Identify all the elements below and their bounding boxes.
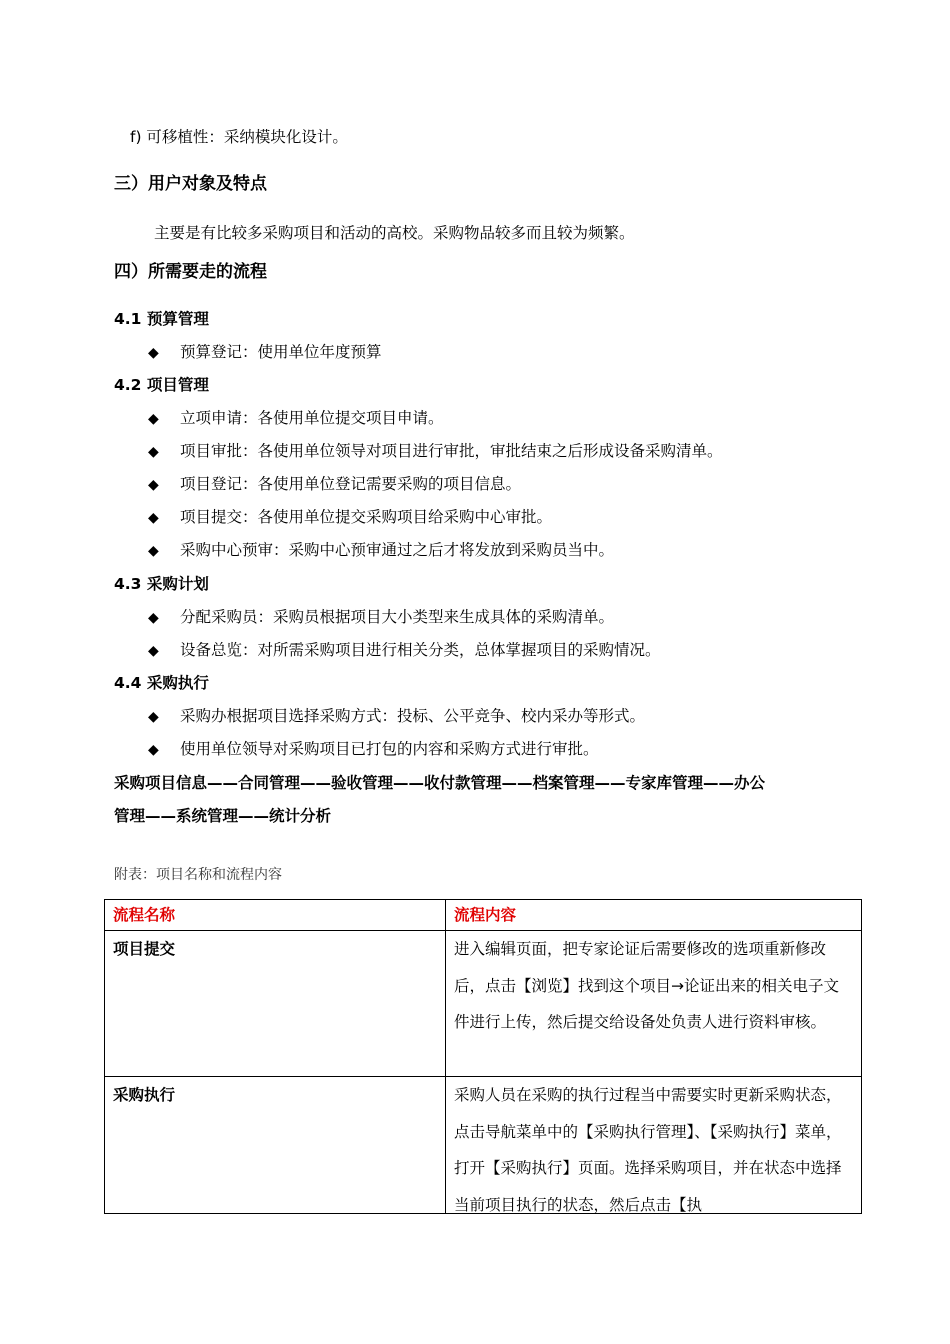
diamond-bullet-icon: ◆ [148,345,159,361]
section-3-body: 主要是有比较多采购项目和活动的高校。采购物品较多而且较为频繁。 [154,224,635,242]
process-name-cell: 采购执行 [105,1077,446,1214]
list-item: ◆ 预算登记：使用单位年度预算 [148,343,382,361]
subsection-4-1-heading: 4.1 预算管理 [114,310,209,328]
section-4-heading: 四）所需要走的流程 [114,262,267,282]
process-content-text: 采购人员在采购的执行过程当中需要实时更新采购状态，点击导航菜单中的【采购执行管理】、【采购执行】菜单，打开【采购执行】页面。选择采购项目，并在状态中选择当前项目执行的状态，然后点击【执 [454,1086,842,1213]
list-item: ◆ 采购办根据项目选择采购方式：投标、公平竞争、校内采办等形式。 [148,707,646,725]
list-item: ◆ 项目提交：各使用单位提交采购项目给采购中心审批。 [148,508,553,526]
list-item: ◆ 立项申请：各使用单位提交项目申请。 [148,409,444,427]
diamond-bullet-icon: ◆ [148,477,159,493]
subsection-4-2-heading: 4.2 项目管理 [114,376,209,394]
process-flow-line-1: 采购项目信息——合同管理——验收管理——收付款管理——档案管理——专家库管理——办公 [114,774,766,792]
diamond-bullet-icon: ◆ [148,543,159,559]
diamond-bullet-icon: ◆ [148,709,159,725]
subsection-4-3-heading: 4.3 采购计划 [114,575,209,593]
list-item: ◆ 项目登记：各使用单位登记需要采购的项目信息。 [148,475,522,493]
column-header-process-content: 流程内容 [446,900,862,931]
list-item: ◆ 采购中心预审：采购中心预审通过之后才将发放到采购员当中。 [148,541,615,559]
diamond-bullet-icon: ◆ [148,610,159,626]
table-caption: 附表：项目名称和流程内容 [114,867,282,883]
diamond-bullet-icon: ◆ [148,444,159,460]
process-name-cell: 项目提交 [105,931,446,1077]
table-row [105,1077,862,1214]
list-item: ◆ 分配采购员：采购员根据项目大小类型来生成具体的采购清单。 [148,608,615,626]
table-row [105,931,862,1077]
diamond-bullet-icon: ◆ [148,411,159,427]
column-header-process-name: 流程名称 [105,900,446,931]
table-header-row [105,900,862,931]
list-item: ◆ 设备总览：对所需采购项目进行相关分类，总体掌握项目的采购情况。 [148,641,661,659]
diamond-bullet-icon: ◆ [148,643,159,659]
list-item: ◆ 使用单位领导对采购项目已打包的内容和采购方式进行审批。 [148,740,599,758]
diamond-bullet-icon: ◆ [148,510,159,526]
process-table [104,899,862,1214]
list-item: ◆ 项目审批：各使用单位领导对项目进行审批，审批结束之后形成设备采购清单。 [148,442,723,460]
diamond-bullet-icon: ◆ [148,742,159,758]
subsection-4-4-heading: 4.4 采购执行 [114,674,209,692]
process-content-cell [446,1077,862,1214]
process-flow-line-2: 管理——系统管理——统计分析 [114,807,332,825]
list-item-f: f) 可移植性：采纳模块化设计。 [130,128,348,146]
section-3-heading: 三）用户对象及特点 [114,174,267,194]
process-content-cell: 进入编辑页面，把专家论证后需要修改的选项重新修改后，点击【浏览】找到这个项目→论证出来的相关电子文件进行上传，然后提交给设备处负责人进行资料审核。 [446,931,862,1077]
